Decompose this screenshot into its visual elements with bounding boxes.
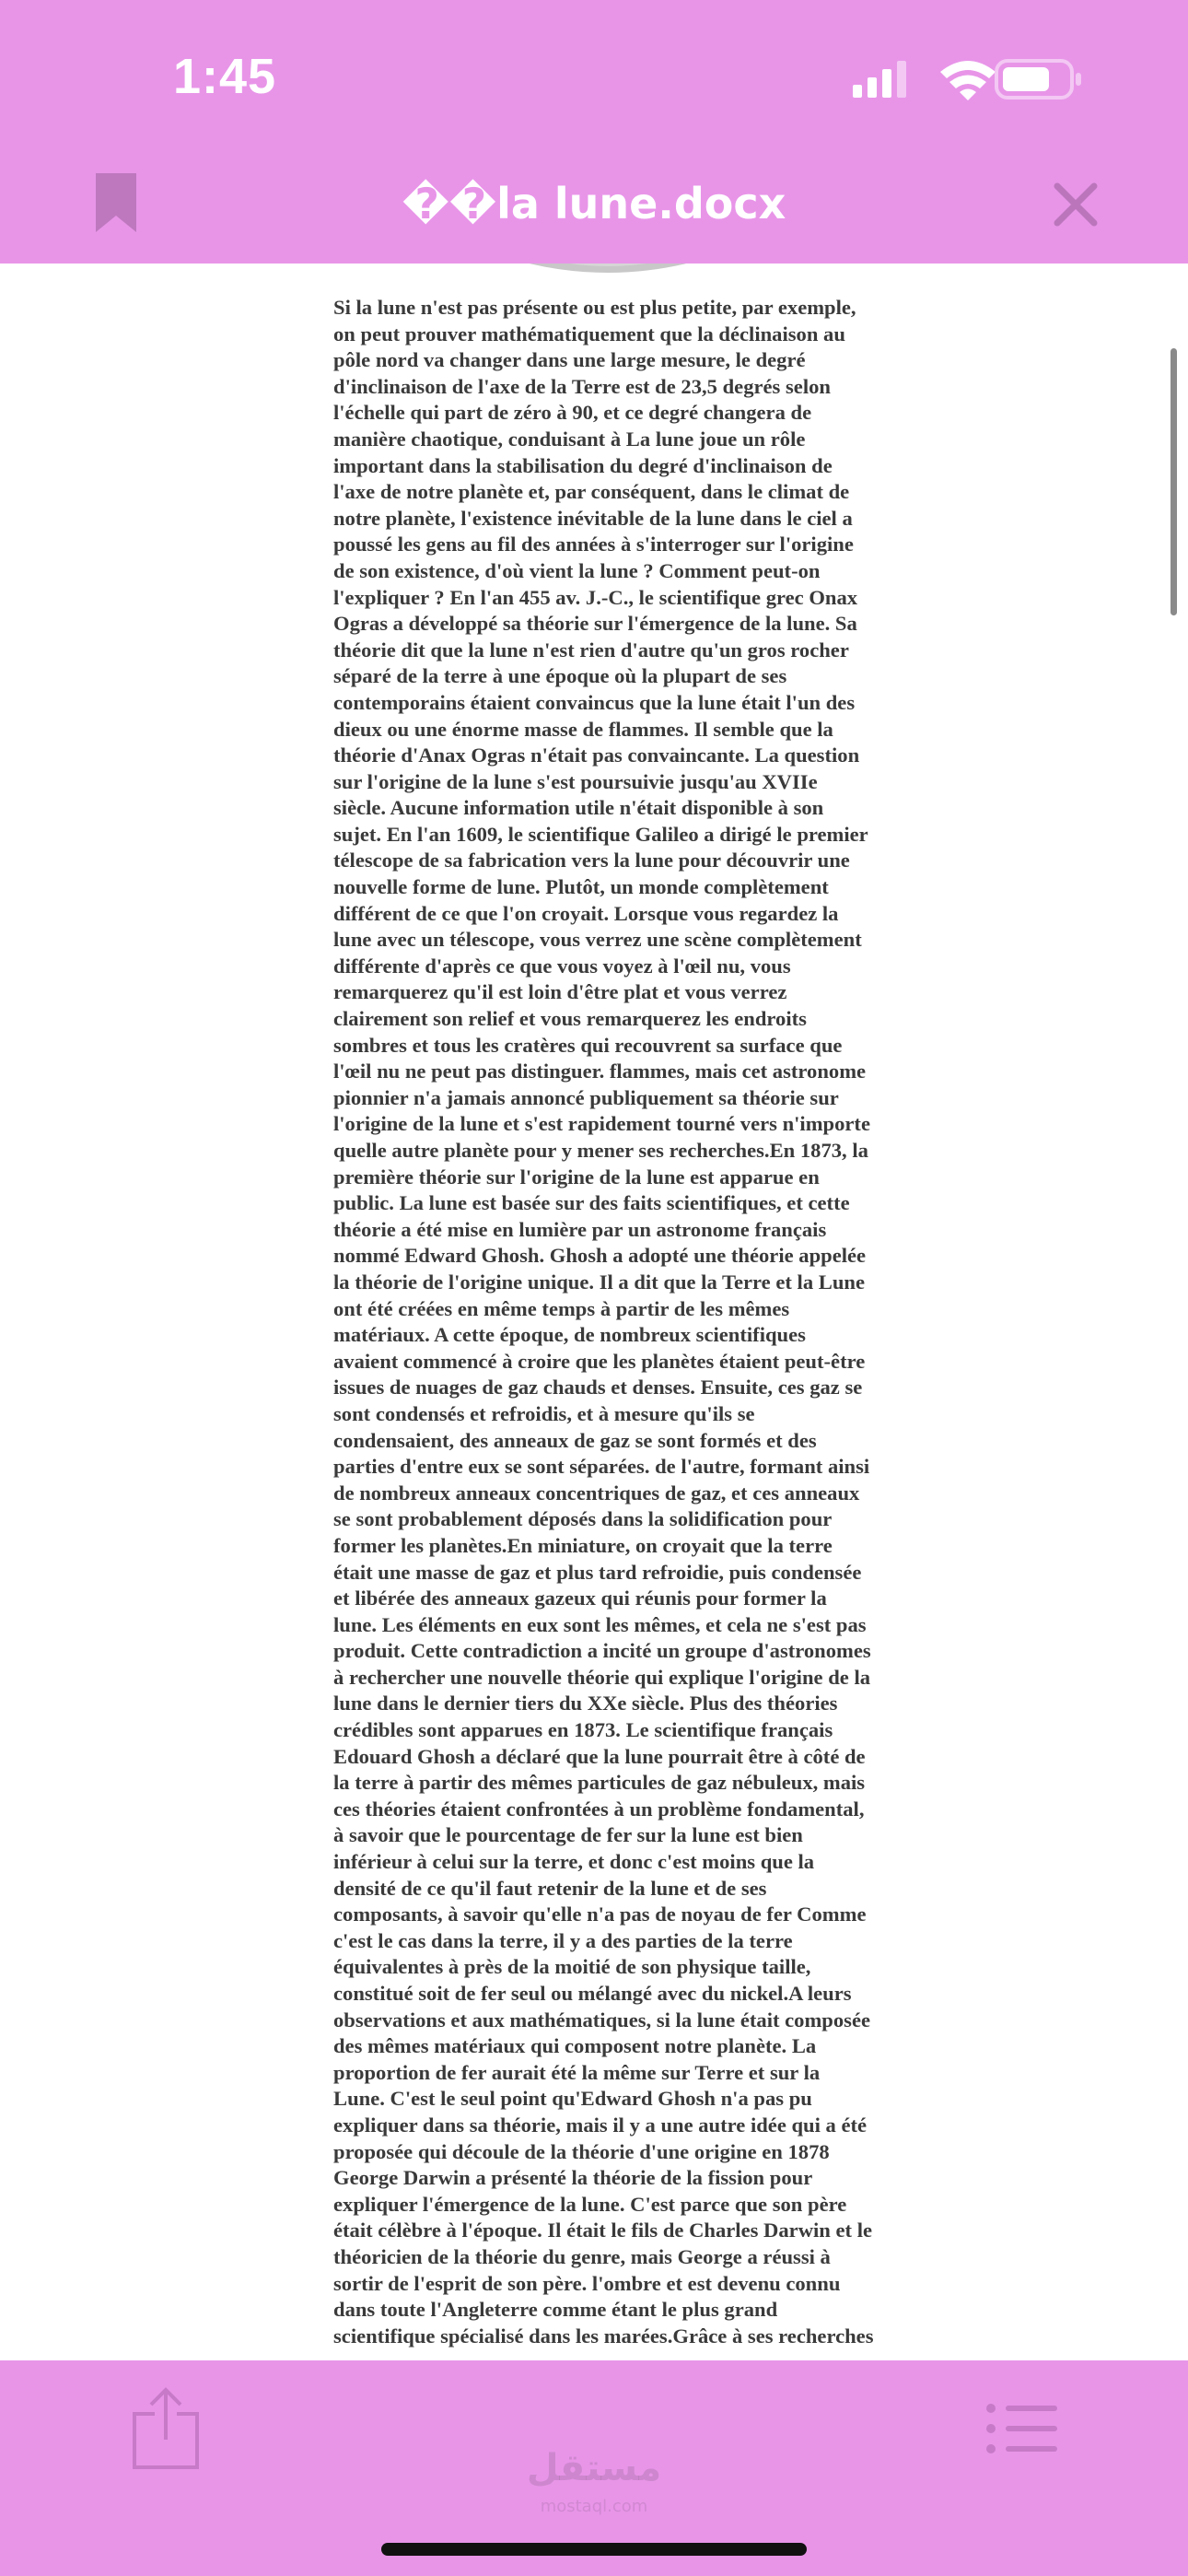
battery-icon xyxy=(995,57,1087,103)
document-body-text: Si la lune n'est pas présente ou est plus petite, par exemple, on peut prouver mathématiquement que la déclinaison au pôle nord va changer dans une large mesure, le degré d'inclinaison de l'axe de la Terre est de 23,5 degrés selon l'échelle qui part de zéro à 90, et ce degré changera de manière chaotique, conduisant à La lune joue un rôle important dans la stabilisation du degré d'inclinaison de l'axe de notre planète et, par conséquent, dans le climat de notre planète, l'existence inévitable de la lune dans le ciel a poussé les gens au fil des années à s'interroger sur l'origine de son existence, d'où vient la lune ? Comment peut-on l'expliquer ? En l'an 455 av. J.-C., le scientifique grec Onax Ogras a développé sa théorie sur l'émergence de la lune. Sa théorie dit que la lune n'est rien d'autre qu'un gros rocher séparé de la terre à une époque où la plupart de ses contemporains étaient convaincus que la lune était l'un des dieux ou une énorme masse de flammes. Il semble que la théorie d'Anax Ogras n'était pas convaincante. La question sur l'origine de la lune s'est poursuivie jusqu'au XVIIe siècle. Aucune information utile n'était disponible à son sujet. En l'an 1609, le scientifique Galileo a dirigé le premier télescope de sa fabrication vers la lune pour découvrir une nouvelle forme de lune. Plutôt, un monde complètement différent de ce que l'on croyait. Lorsque vous regardez la lune avec un télescope, vous verrez une scène complètement différente d'après ce que vous voyez à l'œil nu, vous remarquerez qu'il est loin d'être plat et vous verrez clairement son relief et vous remarquerez les endroits sombres et tous les cratères qui recouvrent sa surface que l'œil nu ne peut pas distinguer. flammes, mais cet astronome pionnier n'a jamais annoncé publiquement sa théorie sur l'origine de la lune et s'est rapidement tourné vers n'importe quelle autre planète pour y mener ses recherches.En 1873, la première théorie sur l'origine de la lune est apparue en public. La lune est basée sur des faits scientifiques, et cette théorie a été mise en lumière par un astronome français nommé Edward Ghosh. Ghosh a adopté une théorie appelée la théorie de l'origine unique. Il a dit que la Terre et la Lune ont été créées en même temps à partir de les mêmes matériaux. A cette époque, de nombreux scientifiques avaient commencé à croire que les planètes étaient peut-être issues de nuages de gaz chauds et denses. Ensuite, ces gaz se sont condensés et refroidis, et à mesure qu'ils se condensaient, des anneaux de gaz se sont formés et des parties d'entre eux se sont séparées. de l'autre, formant ainsi de nombreux anneaux concentriques de gaz, et ces anneaux se sont probablement déposés dans la solidification pour former les planètes.En miniature, on croyait que la terre était une masse de gaz et plus tard refroidie, puis condensée et libérée des anneaux gazeux qui réunis pour former la lune. Les éléments en eux sont les mêmes, et cela ne s'est pas produit. Cette contradiction a incité un groupe d'astronomes à rechercher une nouvelle théorie qui explique l'origine de la lune dans le dernier tiers du XXe siècle. Plus des théories crédibles sont apparues en 1873. Le scientifique français Edouard Ghosh a déclaré que la lune pourrait être à côté de la terre à partir des mêmes particules de gaz nébuleux, mais ces théories étaient confrontées à un problème fondamental, à savoir que le pourcentage de fer sur la lune est bien inférieur à celui sur la terre, et donc c'est moins que la densité de ce qu'il faut retenir de la lune et de ses composants, à savoir qu'elle n'a pas de noyau de fer Comme c'est le cas dans la terre, il y a des parties de la terre équivalentes à près de la moitié de son physique taille, constitué soit de fer seul ou mélangé avec du nickel.A leurs observations et aux mathématiques, si la lune était composée des mêmes matériaux qui composent notre planète. La proportion de fer aurait été la même sur Terre et sur la Lune. C'est le seul point qu'Edward Ghosh n'a pas pu expliquer dans sa théorie, mais il y a une autre idée qui a été proposée qui découle de la théorie d'une origine en 1878 George Darwin a présenté la théorie de la fission pour expliquer l'émergence de la lune. C'est parce que son père était célèbre à l'époque. Il était le fils de Charles Darwin et le théoricien de la théorie du genre, mais George a réussi à sortir de l'esprit de son père. l'ombre et est devenu connu dans toute l'Angleterre comme étant le plus grand scientifique spécialisé dans les marées.Grâce à ses recherches xyxy=(333,296,874,2348)
status-bar xyxy=(0,0,1188,138)
document-viewer[interactable] xyxy=(0,263,1188,2360)
bottom-toolbar xyxy=(0,2360,1188,2576)
home-indicator[interactable] xyxy=(381,2543,807,2556)
close-icon[interactable] xyxy=(1054,182,1098,227)
status-time: 1:45 xyxy=(173,49,277,104)
document-logo xyxy=(433,263,783,282)
wifi-icon xyxy=(936,57,1000,103)
scrollbar[interactable] xyxy=(1171,348,1177,615)
document-header xyxy=(0,138,1188,263)
watermark-url: mostaql.com xyxy=(540,2497,648,2516)
status-icons xyxy=(847,57,1087,103)
watermark-logo: مستقل xyxy=(526,2447,662,2489)
document-title: ��la lune.docx xyxy=(402,179,786,228)
list-icon[interactable] xyxy=(985,2399,1059,2458)
